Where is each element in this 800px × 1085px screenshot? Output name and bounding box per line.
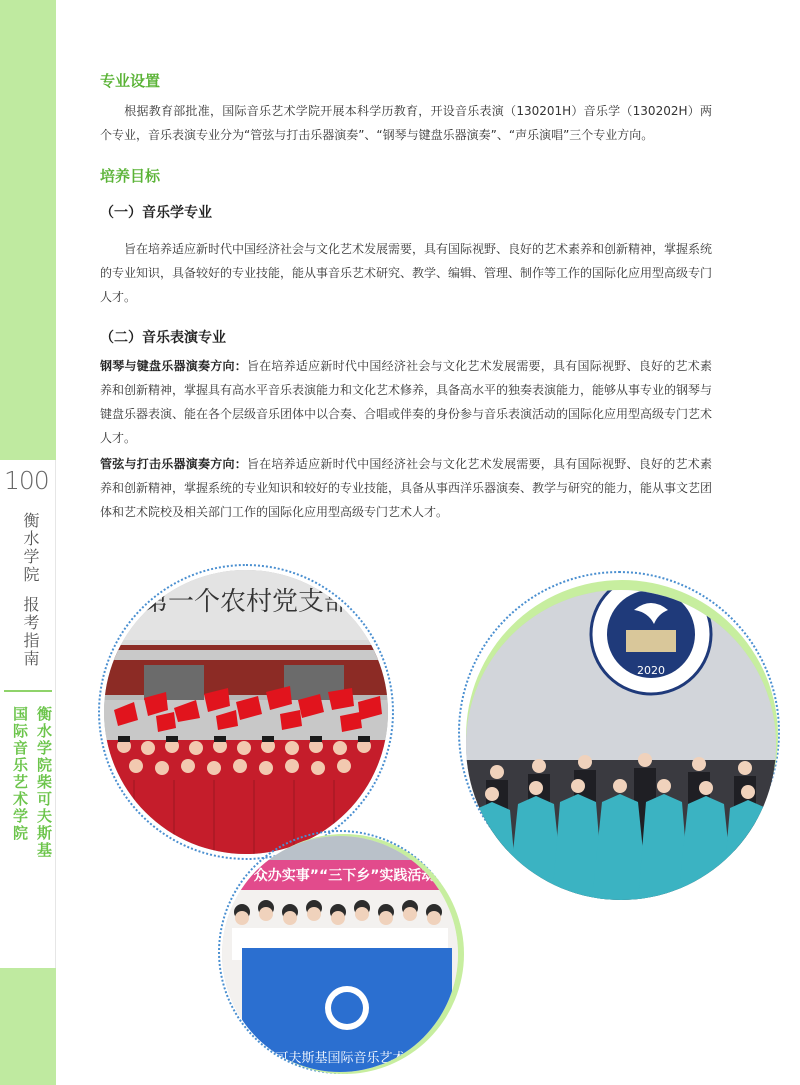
piano-direction-label: 钢琴与键盘乐器演奏方向： [100, 359, 247, 373]
building-sign-text: 第一个农村党支部 [141, 587, 351, 617]
wind-direction-text: 旨在培养适应新时代中国经济社会与文化艺术发展需要，具有国际视野、良好的艺术素养和创新精神，掌握系统的专业知识和较好的专业技能，具备从事西洋乐器演奏、教学与研究的能力，能从事文艺团体和艺术院校及相关部门工作的国际化应用型高级专门艺术人才。 [100, 457, 713, 519]
page-number: 100 [4, 466, 49, 495]
stage-choir-illustration [466, 590, 776, 900]
school-name: 衡水学院 [21, 512, 40, 584]
logo-year-text: 2020 [637, 664, 665, 677]
majors-paragraph [100, 99, 712, 147]
majors-text: 根据教育部批准，国际音乐艺术学院开展本科学历教育，开设音乐表演（130201H）音乐学（130202H）两个专业，音乐表演专业分为“管弦与打击乐器演奏”、“钢琴与键盘乐器演奏”、“声乐演唱”三个专业方向。 [100, 104, 712, 142]
college-name-line2: 国际音乐艺术学院 [11, 706, 29, 842]
piano-paragraph [100, 354, 712, 450]
college-name-line1: 衡水学院柴可夫斯基 [35, 706, 53, 859]
section-heading-majors: 专业设置 [100, 72, 161, 90]
sidebar-top-band [0, 0, 56, 460]
musicology-paragraph [100, 237, 712, 309]
stage-choir-photo [466, 590, 776, 900]
sidebar-bottom-band [0, 968, 56, 1085]
musicology-text: 旨在培养适应新时代中国经济社会与文化艺术发展需要，具有国际视野、良好的艺术素养和创新精神，掌握系统的专业知识，具备较好的专业技能，能从事音乐艺术研究、教学、编辑、管理、制作等工作的国际化应用型高级专门人才。 [100, 242, 713, 304]
guide-title: 报考指南 [21, 596, 40, 668]
choir-red-flags-photo [104, 570, 388, 854]
group-blue-flag-illustration [222, 836, 458, 1072]
choir-red-flags-illustration [104, 570, 388, 854]
piano-direction-text: 旨在培养适应新时代中国经济社会与文化艺术发展需要，具有国际视野、良好的艺术素养和创新精神，掌握具有高水平音乐表演能力和文化艺术修养，具备高水平的独奏表演能力，能够从事专业的钢琴与键盘乐器表演、能在各个层级音乐团体中以合奏、合唱或伴奏的身份参与音乐表演活动的国际化应用型高级专门艺术人才。 [100, 359, 713, 445]
subheading-performance: （二）音乐表演专业 [100, 330, 226, 346]
subheading-musicology: （一）音乐学专业 [100, 205, 212, 221]
side-bar [0, 0, 56, 1085]
group-blue-flag-photo [222, 836, 458, 1072]
banner-text: “众办实事”“三下乡”实践活动 [244, 868, 436, 884]
sidebar-divider [4, 690, 52, 692]
wind-paragraph [100, 452, 712, 524]
wind-direction-label: 管弦与打击乐器演奏方向： [100, 457, 247, 471]
section-heading-goals: 培养目标 [100, 167, 161, 185]
flag-text: 柴可夫斯基国际音乐艺术学院 [262, 1051, 432, 1066]
